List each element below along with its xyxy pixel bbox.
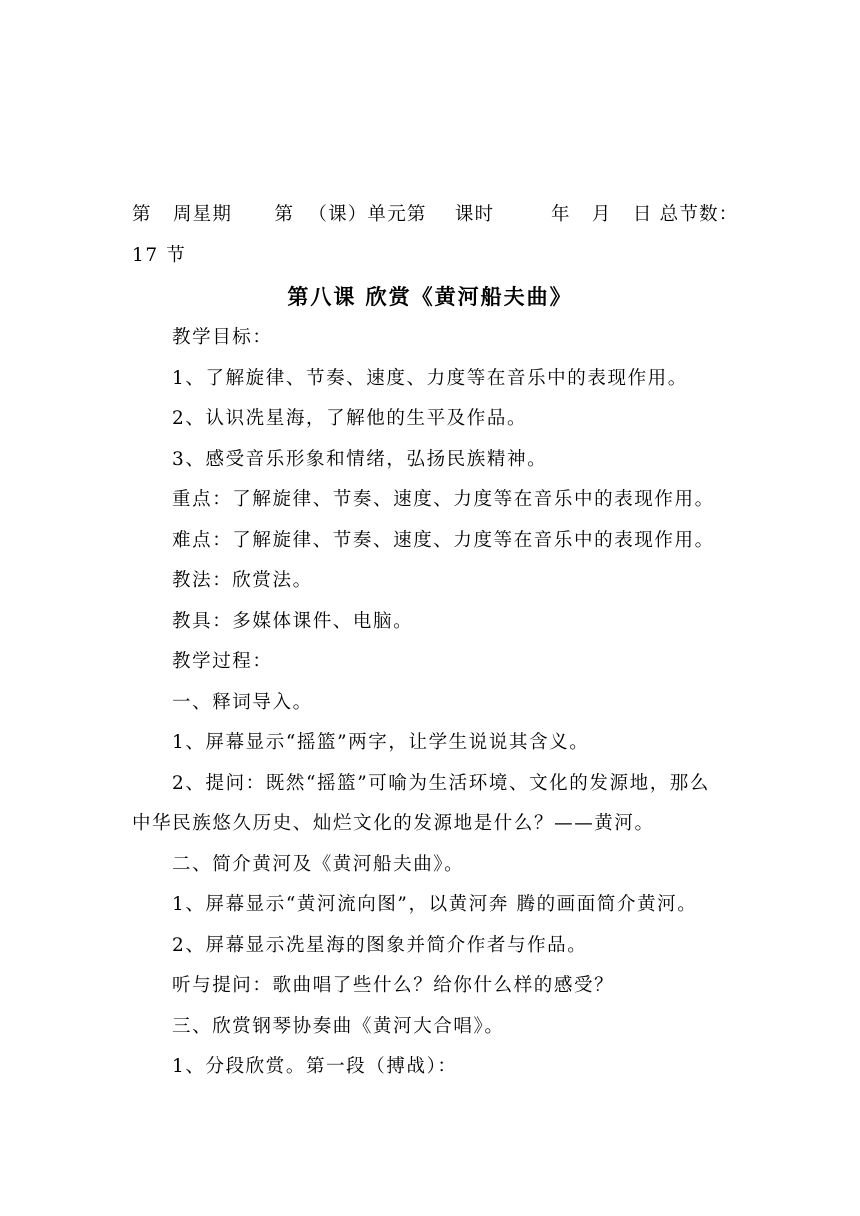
teaching-method: 教法：欣赏法。 [172,570,313,591]
listen-question: 听与提问：歌曲唱了些什么？给你什么样的感受？ [172,975,615,996]
total-periods: 17 节 [132,245,187,266]
goals-heading: 教学目标： [172,327,273,348]
goal-item-1: 1、了解旋律、节奏、速度、力度等在音乐中的表现作用。 [172,368,688,389]
step-1-2-line-2: 中华民族悠久历史、灿烂文化的发源地是什么？——黄河。 [132,813,655,834]
step-3-1: 1、分段欣赏。第一段（搏战）： [172,1056,458,1077]
section-heading-3: 三、欣赏钢琴协奏曲《黄河大合唱》。 [172,1016,505,1037]
teaching-tools: 教具：多媒体课件、电脑。 [172,611,414,632]
key-point: 重点：了解旋律、节奏、速度、力度等在音乐中的表现作用。 [172,489,715,510]
goal-item-2: 2、认识冼星海，了解他的生平及作品。 [172,408,528,429]
section-heading-2: 二、简介黄河及《黄河船夫曲》。 [172,854,465,875]
step-2-2: 2、屏幕显示冼星海的图象并简介作者与作品。 [172,935,588,956]
step-1-1: 1、屏幕显示“摇篮”两字，让学生说说其含义。 [172,732,590,753]
process-heading: 教学过程： [172,651,273,672]
difficulty-point: 难点：了解旋律、节奏、速度、力度等在音乐中的表现作用。 [172,530,715,551]
lesson-title: 第八课 欣赏《黄河船夫曲》 [287,285,573,309]
step-2-1: 1、屏幕显示“黄河流向图”，以黄河奔 腾的画面简介黄河。 [172,894,698,915]
section-heading-1: 一、释词导入。 [172,692,313,713]
schedule-line: 第 周星期 第 （课）单元第 课时 年 月 日 总节数： [132,204,739,225]
goal-item-3: 3、感受音乐形象和情绪，弘扬民族精神。 [172,449,548,470]
step-1-2-line-1: 2、提问：既然“摇篮”可喻为生活环境、文化的发源地，那么 [172,773,710,794]
